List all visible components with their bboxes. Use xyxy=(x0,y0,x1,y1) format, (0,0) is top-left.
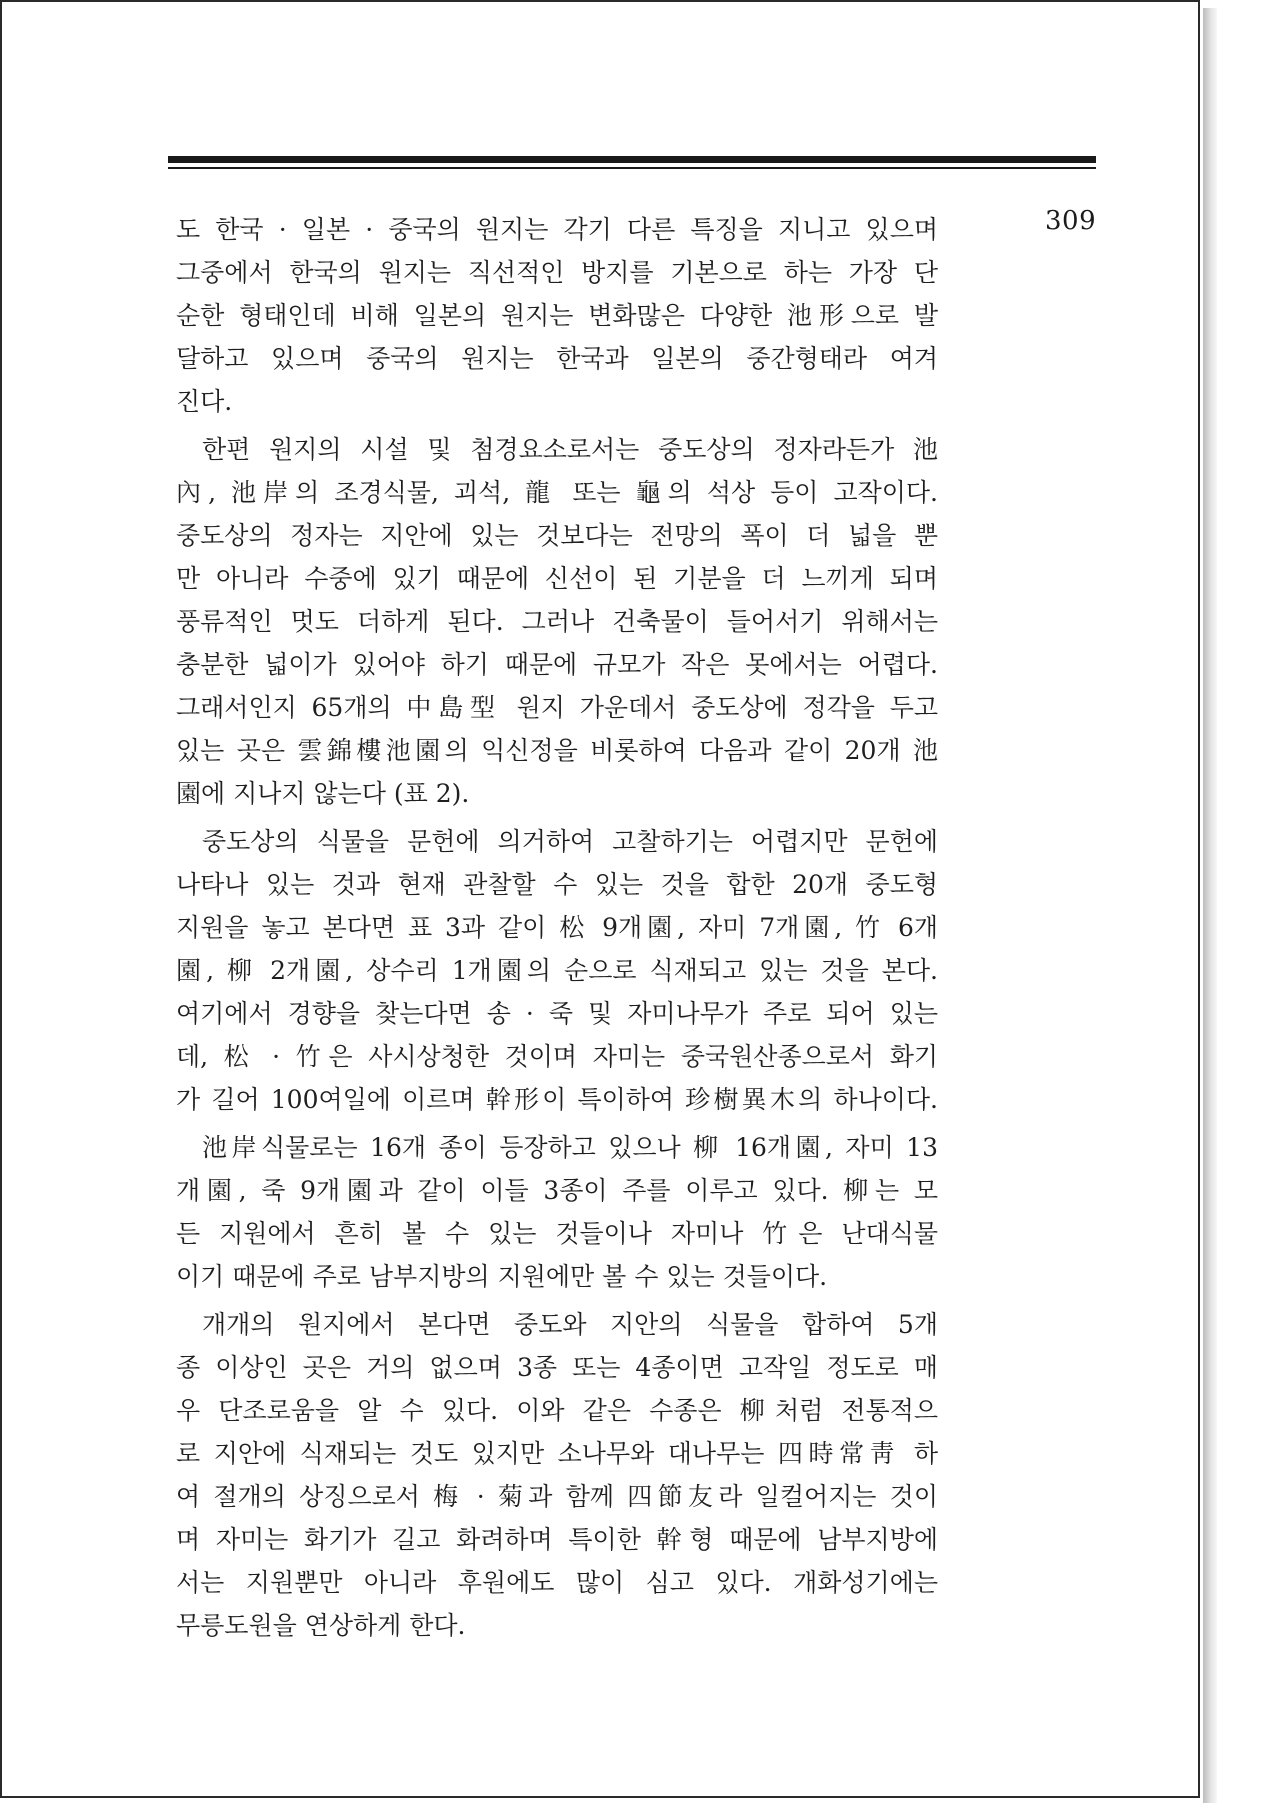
body-text xyxy=(176,208,938,1652)
text-line: 서는 지원뿐만 아니라 후원에도 많이 심고 있다. 개화성기에는 xyxy=(176,1568,938,1597)
header-rule-thin xyxy=(168,167,1096,169)
text-line: 池岸식물로는 16개 종이 등장하고 있으나 柳 16개園, 자미 13 xyxy=(202,1133,938,1162)
text-line: 한편 원지의 시설 및 첨경요소로서는 중도상의 정자라든가 池 xyxy=(202,435,938,464)
text-line: 개園, 죽 9개園과 같이 이들 3종이 주를 이루고 있다. 柳는 모 xyxy=(176,1176,938,1205)
text-line: 풍류적인 멋도 더하게 된다. 그러나 건축물이 들어서기 위해서는 xyxy=(176,607,938,636)
text-line: 며 자미는 화기가 길고 화려하며 특이한 幹형 때문에 남부지방에 xyxy=(176,1525,938,1554)
text-line: 종 이상인 곳은 거의 없으며 3종 또는 4종이면 고작일 정도로 매 xyxy=(176,1353,938,1382)
text-line: 달하고 있으며 중국의 원지는 한국과 일본의 중간형태라 여겨 xyxy=(176,344,938,373)
paragraph-3 xyxy=(176,820,938,1121)
text-line: 가 길어 100여일에 이르며 幹形이 특이하여 珍樹異木의 하나이다. xyxy=(176,1085,938,1114)
text-line: 우 단조로움을 알 수 있다. 이와 같은 수종은 柳처럼 전통적으 xyxy=(176,1396,938,1425)
header-rule xyxy=(168,156,1096,163)
text-line: 나타나 있는 것과 현재 관찰할 수 있는 것을 합한 20개 중도형 xyxy=(176,870,938,899)
text-line: 지원을 놓고 본다면 표 3과 같이 松 9개園, 자미 7개園, 竹 6개 xyxy=(176,913,938,942)
page-edge-shadow xyxy=(1203,8,1217,1803)
page-number: 309 xyxy=(1045,206,1097,236)
paragraph-4 xyxy=(176,1126,938,1298)
text-line: 이기 때문에 주로 남부지방의 지원에만 볼 수 있는 것들이다. xyxy=(176,1262,828,1291)
text-line: 든 지원에서 흔히 볼 수 있는 것들이나 자미나 竹은 난대식물 xyxy=(176,1219,938,1248)
text-line: 진다. xyxy=(176,387,233,416)
text-line: 개개의 원지에서 본다면 중도와 지안의 식물을 합하여 5개 xyxy=(202,1310,938,1339)
paragraph-1 xyxy=(176,208,938,423)
text-line: 內, 池岸의 조경식물, 괴석, 龍 또는 龜의 석상 등이 고작이다. xyxy=(176,478,938,507)
text-line: 중도상의 식물을 문헌에 의거하여 고찰하기는 어렵지만 문헌에 xyxy=(202,827,938,856)
text-line: 園, 柳 2개園, 상수리 1개園의 순으로 식재되고 있는 것을 본다. xyxy=(176,956,938,985)
text-line: 園에 지나지 않는다 (표 2). xyxy=(176,779,470,808)
text-line: 충분한 넓이가 있어야 하기 때문에 규모가 작은 못에서는 어렵다. xyxy=(176,650,938,679)
text-line: 만 아니라 수중에 있기 때문에 신선이 된 기분을 더 느끼게 되며 xyxy=(176,564,938,593)
text-line: 여 절개의 상징으로서 梅 · 菊과 함께 四節友라 일컬어지는 것이 xyxy=(176,1482,938,1511)
text-line: 있는 곳은 雲錦樓池園의 익신정을 비롯하여 다음과 같이 20개 池 xyxy=(176,736,938,765)
paragraph-5 xyxy=(176,1303,938,1647)
text-line: 여기에서 경향을 찾는다면 송 · 죽 및 자미나무가 주로 되어 있는 xyxy=(176,999,938,1028)
text-line: 그중에서 한국의 원지는 직선적인 방지를 기본으로 하는 가장 단 xyxy=(176,258,938,287)
text-line: 무릉도원을 연상하게 한다. xyxy=(176,1611,466,1640)
text-line: 순한 형태인데 비해 일본의 원지는 변화많은 다양한 池形으로 발 xyxy=(176,301,938,330)
text-line: 데, 松 · 竹은 사시상청한 것이며 자미는 중국원산종으로서 화기 xyxy=(176,1042,938,1071)
text-line: 로 지안에 식재되는 것도 있지만 소나무와 대나무는 四時常靑 하 xyxy=(176,1439,938,1468)
text-line: 중도상의 정자는 지안에 있는 것보다는 전망의 폭이 더 넓을 뿐 xyxy=(176,521,938,550)
paragraph-2 xyxy=(176,428,938,815)
text-line: 그래서인지 65개의 中島型 원지 가운데서 중도상에 정각을 두고 xyxy=(176,693,938,722)
text-line: 도 한국 · 일본 · 중국의 원지는 각기 다른 특징을 지니고 있으며 xyxy=(176,215,938,244)
